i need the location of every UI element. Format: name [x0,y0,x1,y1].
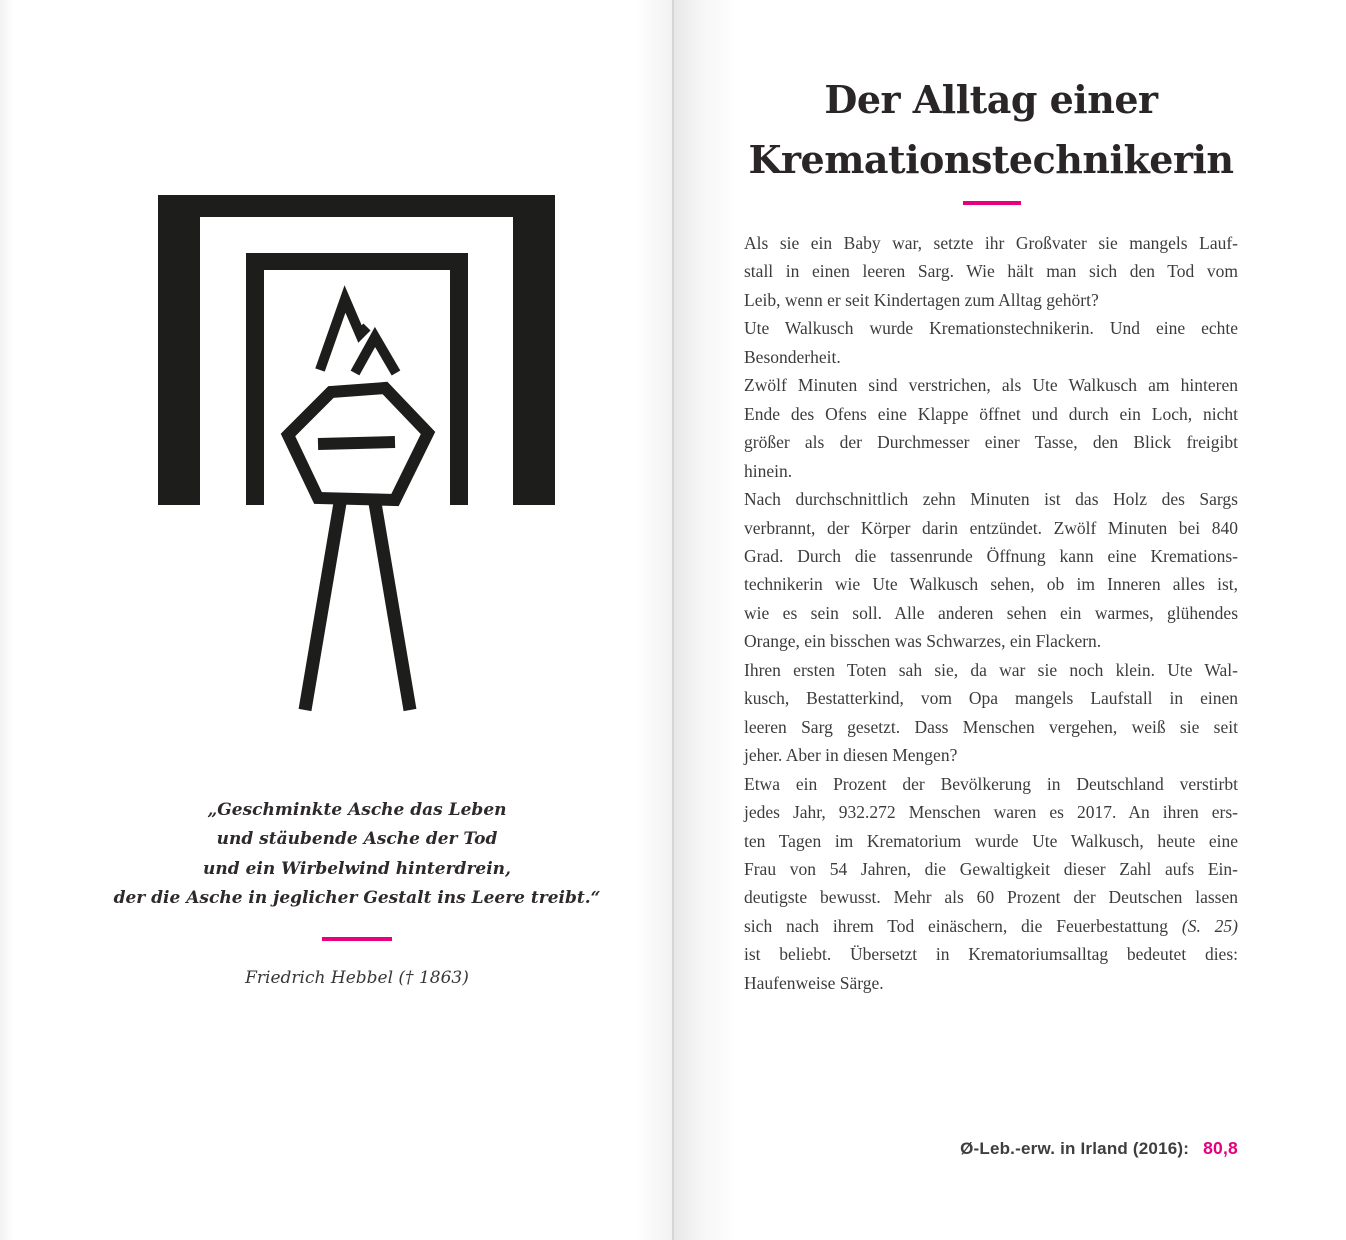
body-line: Orange, ein bisschen was Schwarzes, ein Flackern. [744,631,1102,652]
quote-lines [57,796,657,913]
body-line: verbrannt, der Körper darin entzündet. Zwölf Minuten bei 840 [744,517,1238,538]
quote-attribution: Friedrich Hebbel († 1863) [245,968,469,988]
body-line: jeher. Aber in diesen Mengen? [744,745,958,766]
page-right [674,0,1346,1240]
body-line: ten Tagen im Krematorium wurde Ute Walkusch, heute eine [744,830,1238,851]
body-line: Grad. Durch die tassenrunde Öffnung kann eine Kremations- [744,545,1238,566]
chapter-title [744,70,1238,190]
figure-face-line [318,442,395,444]
gutter-shade [634,0,672,1240]
body-line-italic-ref: (S. 25) [1181,915,1239,936]
body-line: Besonderheit. [744,346,841,367]
body-line: hinein. [744,460,793,481]
chapter-title-line2: Kremationstechnikerin [748,137,1234,182]
body-line: Nach durchschnittlich zehn Minuten ist das Holz des Sargs [744,489,1238,510]
body-line: kusch, Bestatterkind, vom Opa mangels Laufstall in einen [744,688,1238,709]
footer-stat-label: Ø-Leb.-erw. in Irland (2016): [960,1139,1190,1158]
figure-leg [375,503,410,710]
quote-divider [322,937,392,941]
body-line: ist beliebt. Übersetzt in Krematoriumsalltag bedeutet dies: [744,944,1238,965]
footer-stat-value: 80,8 [1203,1138,1238,1158]
body-line: jedes Jahr, 932.272 Menschen waren es 2017. An ihren ers- [744,802,1238,823]
body-line: Leib, wenn er seit Kindertagen zum Alltag gehört? [744,289,1099,310]
body-line: Frau von 54 Jahren, die Gewaltigkeit dieser Zahl aufs Ein- [744,858,1238,879]
body-line: leeren Sarg gesetzt. Dass Menschen vergehen, weiß sie seit [744,716,1238,737]
body-line: deutigste bewusst. Mehr als 60 Prozent der Deutschen lassen [744,887,1238,908]
quote-line: „Geschminkte Asche das Leben [207,800,507,820]
body-paragraph [744,656,1238,770]
oven-outer-left-pillar [158,195,200,505]
body-paragraph [744,485,1238,656]
body-line: Als sie ein Baby war, setzte ihr Großvater sie mangels Lauf- [744,233,1238,253]
figure-leg [305,503,340,710]
oven-inner-right-pillar [450,253,468,505]
body-line [744,912,1238,940]
body-text [744,229,1238,997]
body-line: Zwölf Minuten sind verstrichen, als Ute Walkusch am hinteren [744,375,1238,396]
cremation-oven-pictogram [158,194,558,714]
body-line: Etwa ein Prozent der Bevölkerung in Deutschland verstirbt [744,773,1238,794]
body-line-text: sich nach ihrem Tod einäschern, die Feuerbestattung [744,915,1182,936]
quote-line: der die Asche in jeglicher Gestalt ins Leere treibt.“ [113,887,601,908]
chapter-title-line1: Der Alltag einer [824,77,1158,122]
body-paragraph [744,770,1238,998]
footer-stat [960,1138,1238,1159]
quote-block [57,796,657,913]
body-line: Ende des Ofens eine Klappe öffnet und durch ein Loch, nicht [744,403,1238,424]
body-line: Haufenweise Särge. [744,972,884,993]
body-paragraph [744,314,1238,371]
oven-outer-top-bar [158,195,555,217]
title-divider [963,201,1021,205]
page-edge-shade [0,0,14,1240]
body-line: Ute Walkusch wurde Kremationstechnikerin. Und eine echte [744,318,1238,339]
body-paragraph [744,371,1238,485]
body-line: größer als der Durchmesser einer Tasse, den Blick freigibt [744,432,1238,453]
body-line: technikerin wie Ute Walkusch sehen, ob im Inneren alles ist, [744,574,1238,595]
flame-icon [355,337,396,373]
body-paragraph [744,229,1238,314]
body-line: stall in einen leeren Sarg. Wie hält man sich den Tod vom [744,261,1238,282]
oven-inner-left-pillar [246,253,264,505]
page-left [0,0,672,1240]
body-line: wie es sein soll. Alle anderen sehen ein warmes, glühendes [744,602,1238,623]
quote-line: und stäubende Asche der Tod [216,829,498,850]
oven-inner-top-bar [246,253,468,270]
body-line: Ihren ersten Toten sah sie, da war sie noch klein. Ute Wal- [744,659,1238,680]
quote-line: und ein Wirbelwind hinterdrein, [203,858,511,879]
oven-outer-right-pillar [513,195,555,505]
